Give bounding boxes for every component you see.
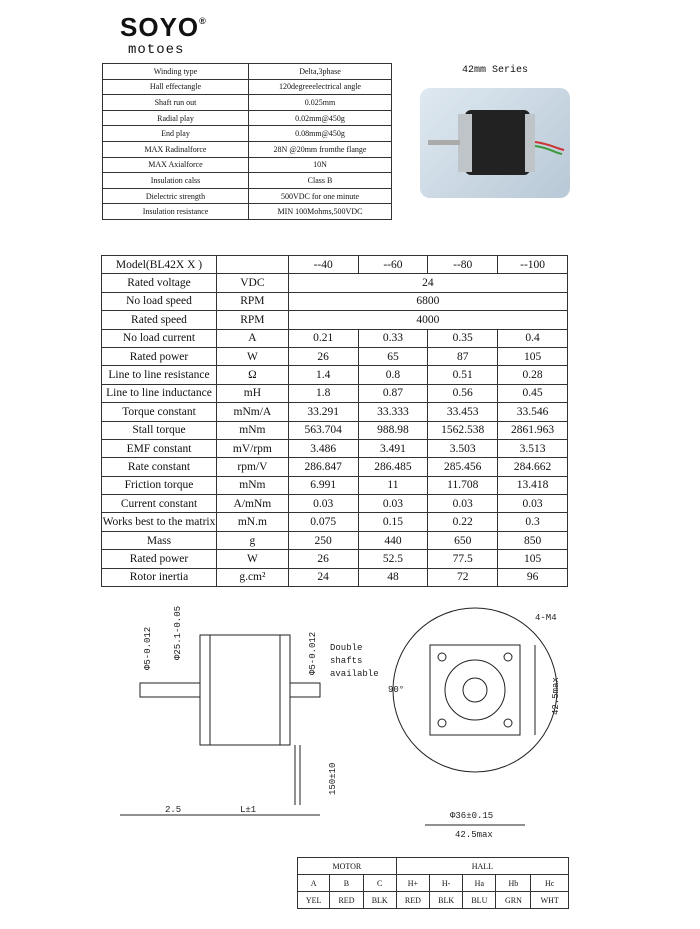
table-cell: 440: [358, 531, 428, 549]
table-cell: H-: [430, 875, 463, 892]
dim-square-v: 42.5max: [551, 677, 561, 715]
table-cell: Rated speed: [102, 311, 217, 329]
table-cell: 3.486: [288, 439, 358, 457]
table-cell: 10N: [249, 157, 392, 173]
table-cell: Rated power: [102, 347, 217, 365]
table-cell: MIN 100Mohms,500VDC: [249, 204, 392, 220]
table-cell: Ω: [216, 366, 288, 384]
table-cell: 24: [288, 568, 358, 586]
table-row: [103, 204, 392, 220]
table-cell: 11: [358, 476, 428, 494]
table-cell: 850: [498, 531, 568, 549]
table-cell: 285.456: [428, 458, 498, 476]
table-row: [103, 79, 392, 95]
table-cell: 48: [358, 568, 428, 586]
table-cell: Radial play: [103, 110, 249, 126]
table-cell: 0.03: [428, 495, 498, 513]
table-cell: 0.4: [498, 329, 568, 347]
table-cell: Hb: [496, 875, 531, 892]
table-cell: 0.08mm@450g: [249, 126, 392, 142]
table-cell: 286.847: [288, 458, 358, 476]
table-row: [102, 495, 568, 513]
brand-subtitle: motoes: [128, 42, 185, 58]
table-cell: Rotor inertia: [102, 568, 217, 586]
table-cell: 33.453: [428, 403, 498, 421]
table-cell: Ha: [463, 875, 496, 892]
table-row: [102, 439, 568, 457]
table-cell: 250: [288, 531, 358, 549]
table-cell: RPM: [216, 292, 288, 310]
dimension-drawing: [120, 600, 580, 840]
table-cell: 1.4: [288, 366, 358, 384]
table-row: [103, 110, 392, 126]
table-row: [102, 531, 568, 549]
table-header-row: [102, 256, 568, 274]
dim-bore: Φ36±0.15: [450, 811, 494, 821]
table-cell: B: [330, 875, 363, 892]
table-cell: 65: [358, 347, 428, 365]
table-cell: 0.15: [358, 513, 428, 531]
table-cell: W: [216, 347, 288, 365]
table-cell: 26: [288, 550, 358, 568]
brand-logo: SOYO®: [120, 12, 207, 42]
table-cell: mN.m: [216, 513, 288, 531]
table-cell: MAX Radinalforce: [103, 141, 249, 157]
table-cell: W: [216, 550, 288, 568]
note-line-2: shafts: [330, 656, 363, 666]
table-row: [102, 292, 568, 310]
table-cell: 0.35: [428, 329, 498, 347]
table-cell: Hc: [531, 875, 569, 892]
table-cell: VDC: [216, 274, 288, 292]
table-cell: 3.503: [428, 439, 498, 457]
table-cell: 26: [288, 347, 358, 365]
table-cell: Current constant: [102, 495, 217, 513]
table-cell: Winding type: [103, 64, 249, 80]
performance-table: [101, 255, 568, 587]
table-cell: 988.98: [358, 421, 428, 439]
table-cell: 563.704: [288, 421, 358, 439]
table-cell: RED: [330, 892, 363, 909]
table-cell: 0.22: [428, 513, 498, 531]
table-row: [103, 95, 392, 111]
table-cell: 105: [498, 347, 568, 365]
table-cell: H+: [396, 875, 429, 892]
table-cell: 52.5: [358, 550, 428, 568]
dim-shaft-rear: Φ5-0.012: [308, 631, 318, 675]
table-cell: 2861.963: [498, 421, 568, 439]
table-cell: 0.02mm@450g: [249, 110, 392, 126]
table-row: [103, 157, 392, 173]
table-cell: 0.03: [358, 495, 428, 513]
table-cell: BLK: [430, 892, 463, 909]
table-cell: Shaft run out: [103, 95, 249, 111]
table-cell: MOTOR: [298, 858, 397, 875]
spec-table: [102, 63, 392, 220]
table-cell: mV/rpm: [216, 439, 288, 457]
table-cell: 0.33: [358, 329, 428, 347]
dim-shaft: Φ5-0.012: [143, 626, 153, 670]
table-cell: WHT: [531, 892, 569, 909]
series-label: 42mm Series: [462, 65, 529, 76]
table-cell: A/mNm: [216, 495, 288, 513]
table-cell: 120degreeelectrical angle: [249, 79, 392, 95]
table-row: [102, 403, 568, 421]
table-row: [102, 366, 568, 384]
table-row: [298, 875, 569, 892]
table-cell: --60: [358, 256, 428, 274]
table-row: [298, 892, 569, 909]
table-cell: Line to line resistance: [102, 366, 217, 384]
table-cell: GRN: [496, 892, 531, 909]
table-row: [103, 141, 392, 157]
table-cell: g.cm²: [216, 568, 288, 586]
table-row: [102, 513, 568, 531]
table-cell: Delta,3phase: [249, 64, 392, 80]
table-cell: rpm/V: [216, 458, 288, 476]
table-cell: A: [216, 329, 288, 347]
table-cell: 96: [498, 568, 568, 586]
table-row: [102, 421, 568, 439]
table-row: [103, 64, 392, 80]
table-cell: 6800: [288, 292, 567, 310]
note-line-3: available: [330, 669, 379, 679]
table-header-row: [298, 858, 569, 875]
table-cell: No load current: [102, 329, 217, 347]
table-cell: 0.51: [428, 366, 498, 384]
table-cell: EMF constant: [102, 439, 217, 457]
table-cell: Line to line inductance: [102, 384, 217, 402]
table-cell: 33.546: [498, 403, 568, 421]
table-cell: 0.8: [358, 366, 428, 384]
table-cell: Dielectric strength: [103, 188, 249, 204]
table-cell: 0.28: [498, 366, 568, 384]
table-row: [103, 126, 392, 142]
table-cell: 0.03: [288, 495, 358, 513]
table-cell: 0.025mm: [249, 95, 392, 111]
table-cell: Rated power: [102, 550, 217, 568]
table-cell: C: [363, 875, 396, 892]
table-cell: Works best to the matrix: [102, 513, 217, 531]
table-cell: Insulation calss: [103, 173, 249, 189]
table-cell: --100: [498, 256, 568, 274]
table-cell: RPM: [216, 311, 288, 329]
table-row: [103, 173, 392, 189]
table-cell: HALL: [396, 858, 568, 875]
table-cell: 77.5: [428, 550, 498, 568]
dim-length: L±1: [240, 805, 257, 815]
table-cell: 87: [428, 347, 498, 365]
table-cell: Torque constant: [102, 403, 217, 421]
table-cell: 33.291: [288, 403, 358, 421]
table-row: [102, 568, 568, 586]
table-cell: BLU: [463, 892, 496, 909]
note-line-1: Double: [330, 643, 363, 653]
table-cell: 105: [498, 550, 568, 568]
table-row: [102, 274, 568, 292]
table-cell: Rate constant: [102, 458, 217, 476]
table-cell: 0.075: [288, 513, 358, 531]
table-row: [102, 329, 568, 347]
table-cell: Insulation resistance: [103, 204, 249, 220]
table-cell: RED: [396, 892, 429, 909]
table-cell: --40: [288, 256, 358, 274]
table-cell: YEL: [298, 892, 330, 909]
table-cell: 500VDC for one minute: [249, 188, 392, 204]
table-cell: --80: [428, 256, 498, 274]
dim-wire: 150±10: [328, 762, 338, 795]
table-row: [103, 188, 392, 204]
table-cell: No load speed: [102, 292, 217, 310]
table-cell: 4000: [288, 311, 567, 329]
table-cell: 650: [428, 531, 498, 549]
table-cell: 0.45: [498, 384, 568, 402]
table-cell: 1562.538: [428, 421, 498, 439]
table-cell: Stall torque: [102, 421, 217, 439]
table-row: [102, 347, 568, 365]
table-cell: 284.662: [498, 458, 568, 476]
dim-square-h: 42.5max: [455, 830, 493, 840]
motor-photo: [420, 88, 570, 198]
table-cell: mNm: [216, 476, 288, 494]
table-cell: Friction torque: [102, 476, 217, 494]
dim-holes: 4-M4: [535, 613, 557, 623]
table-row: [102, 384, 568, 402]
table-cell: A: [298, 875, 330, 892]
table-cell: mH: [216, 384, 288, 402]
table-cell: mNm: [216, 421, 288, 439]
table-cell: 0.56: [428, 384, 498, 402]
table-cell: Model(BL42X X ): [102, 256, 217, 274]
wiring-table: [297, 857, 569, 909]
dim-angle: 90°: [388, 685, 405, 695]
dim-pilot: Φ25.1-0.05: [173, 605, 183, 660]
table-cell: End play: [103, 126, 249, 142]
table-cell: g: [216, 531, 288, 549]
table-cell: 33.333: [358, 403, 428, 421]
table-cell: 11.708: [428, 476, 498, 494]
table-cell: Hall effectangle: [103, 79, 249, 95]
table-cell: Rated voltage: [102, 274, 217, 292]
table-cell: 6.991: [288, 476, 358, 494]
table-cell: mNm/A: [216, 403, 288, 421]
table-row: [102, 550, 568, 568]
table-cell: 3.491: [358, 439, 428, 457]
table-cell: 72: [428, 568, 498, 586]
table-cell: Class B: [249, 173, 392, 189]
table-cell: 28N @20mm fromthe flange: [249, 141, 392, 157]
table-cell: 0.3: [498, 513, 568, 531]
table-cell: 0.21: [288, 329, 358, 347]
dim-flange: 2.5: [165, 805, 182, 815]
table-cell: 3.513: [498, 439, 568, 457]
table-cell: BLK: [363, 892, 396, 909]
table-row: [102, 458, 568, 476]
table-cell: 286.485: [358, 458, 428, 476]
table-row: [102, 476, 568, 494]
table-cell: 0.03: [498, 495, 568, 513]
table-cell: 1.8: [288, 384, 358, 402]
table-cell: 24: [288, 274, 567, 292]
table-cell: 13.418: [498, 476, 568, 494]
table-cell: [216, 256, 288, 274]
table-cell: Mass: [102, 531, 217, 549]
table-cell: 0.87: [358, 384, 428, 402]
table-cell: MAX Axialforce: [103, 157, 249, 173]
table-row: [102, 311, 568, 329]
